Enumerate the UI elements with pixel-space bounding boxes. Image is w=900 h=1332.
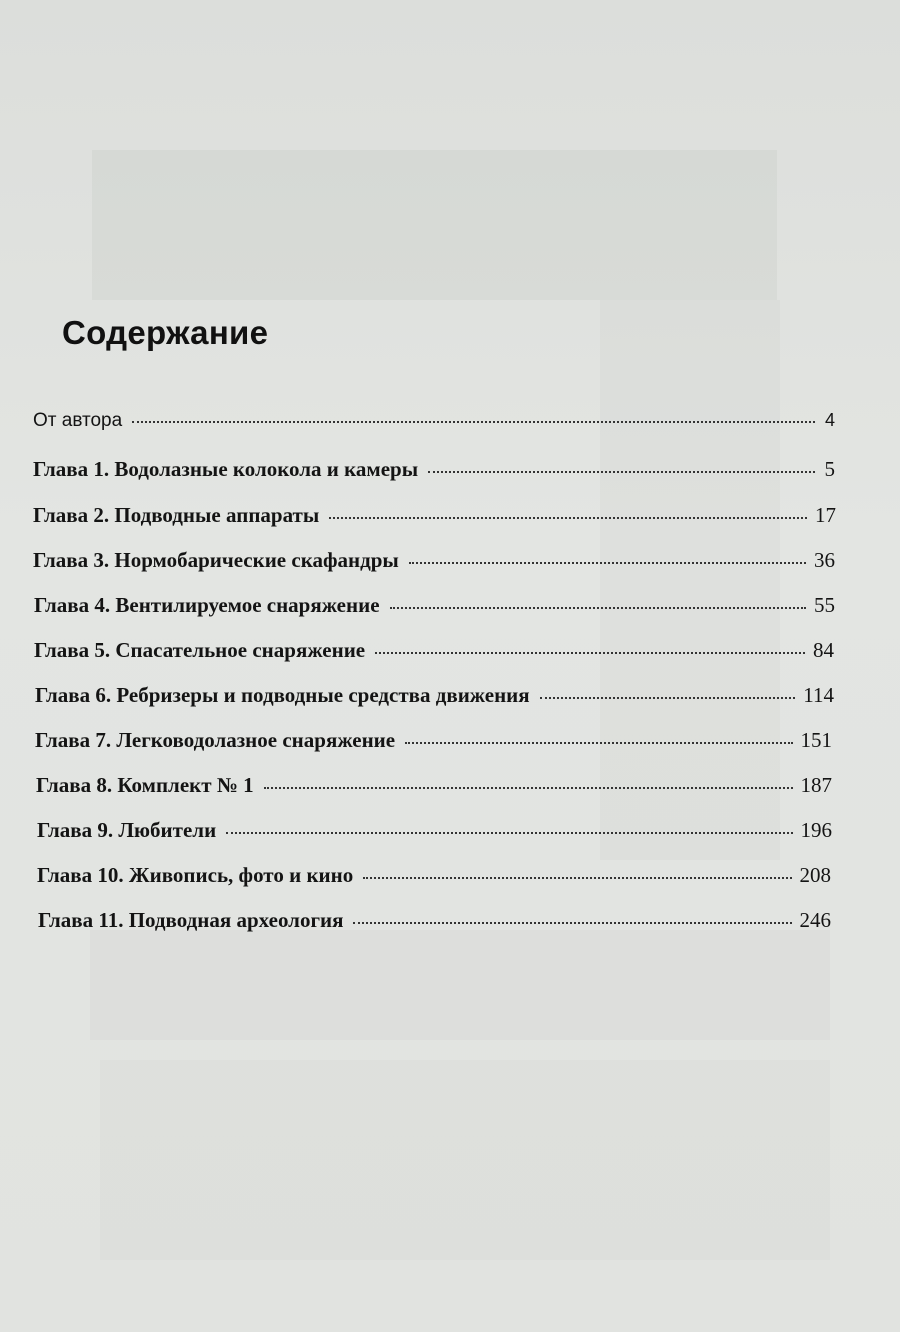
dot-leader [132,421,815,423]
toc-entry-label: Глава 3. Нормобарические скафандры [33,548,399,572]
dot-leader [409,562,806,564]
dot-leader [428,471,815,473]
toc-entry [33,547,835,573]
toc-entry [36,772,832,798]
toc-entry-label: Глава 11. Подводная археология [38,908,344,932]
toc-entry [35,727,832,753]
toc-entry-label: Глава 10. Живопись, фото и кино [37,863,354,887]
toc-entry-page: 196 [800,818,832,842]
toc-entry [37,817,832,843]
dot-leader [264,787,793,789]
toc-entry-label: Глава 1. Водолазные колокола и камеры [33,457,419,481]
dot-leader [226,832,792,834]
bleed-through-shadow [92,150,777,300]
bleed-through-shadow [90,930,830,1040]
toc-entry-page: 4 [824,410,835,430]
toc-entry-label: Глава 9. Любители [37,818,217,842]
dot-leader [375,652,805,654]
toc-entry [35,682,834,708]
toc-entry-page: 208 [799,863,831,887]
toc-entry [33,502,836,528]
toc-entry-page: 5 [824,457,835,481]
toc-entry [33,456,835,482]
toc-entry-label: Глава 7. Легководолазное снаряжение [35,728,396,752]
toc-entry-page: 114 [803,683,834,707]
toc-entry-page: 84 [813,638,834,662]
toc-entry-page: 246 [799,908,831,932]
dot-leader [405,742,792,744]
toc-entry [37,862,831,888]
toc-entry [34,592,835,618]
toc-entry-page: 187 [800,773,832,797]
toc-entry [38,907,831,933]
toc-entry-label: Глава 5. Спасательное снаряжение [34,638,366,662]
toc-entry-page: 36 [814,548,835,572]
dot-leader [363,877,791,879]
toc-entry-label: Глава 2. Подводные аппараты [33,503,320,527]
toc-entry-label: Глава 8. Комплект № 1 [36,773,254,797]
dot-leader [353,922,791,924]
toc-entry-page: 55 [814,593,835,617]
toc-entry-page: 17 [815,503,836,527]
toc-entry-label: Глава 4. Вентилируемое снаряжение [34,593,380,617]
dot-leader [329,517,807,519]
toc-entry-page: 151 [800,728,832,752]
toc-entry [33,407,835,434]
bleed-through-shadow [100,1060,830,1260]
dot-leader [540,697,796,699]
page-title: Содержание [62,314,269,351]
dot-leader [390,607,806,609]
toc-entry [34,637,834,663]
toc-entry-label: Глава 6. Ребризеры и подводные средства движения [35,683,530,707]
toc-entry-label: От автора [33,410,123,431]
